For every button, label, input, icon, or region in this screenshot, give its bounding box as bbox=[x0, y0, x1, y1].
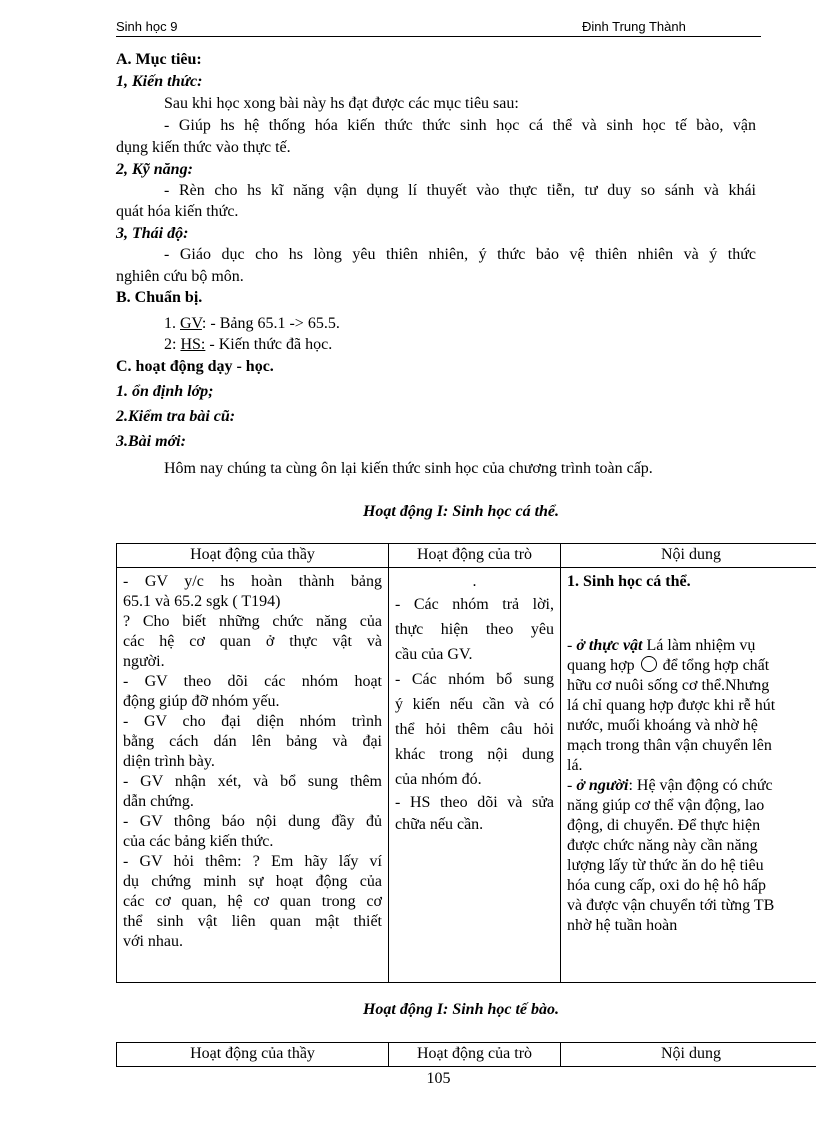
content-human-line: nhờ hệ tuần hoàn bbox=[567, 917, 678, 934]
student-line: - Các nhóm bổ sung bbox=[395, 671, 554, 688]
activity-1-title: Hoạt động I: Sinh học cá thể. bbox=[362, 503, 560, 520]
lesson-intro: Hôm nay chúng ta cùng ôn lại kiến thức sinh học của chương trình toàn cấp. bbox=[164, 460, 653, 477]
teacher-line: với nhau. bbox=[123, 933, 184, 950]
section-c-title: C. hoạt động dạy - học. bbox=[116, 358, 274, 375]
teacher-line: người. bbox=[123, 653, 165, 670]
step-1: 1. ổn định lớp; bbox=[116, 383, 214, 400]
plant-label: ở thực vật bbox=[576, 637, 643, 654]
header-content: Nội dung bbox=[561, 1043, 816, 1067]
skills-line-2: quát hóa kiến thức. bbox=[116, 203, 239, 220]
prep-hs bbox=[164, 335, 332, 355]
content-plant-line: lá chỉ quang hợp được khi rễ hút bbox=[567, 697, 776, 714]
student-line: - Các nhóm trả lời, bbox=[395, 596, 554, 613]
circle-symbol-icon bbox=[641, 656, 657, 672]
attitude-line-2: nghiên cứu bộ môn. bbox=[116, 268, 244, 285]
activity-1-table bbox=[116, 543, 816, 983]
content-cell bbox=[561, 568, 816, 983]
content-human-line: hóa cung cấp, oxi do hệ hô hấp bbox=[567, 877, 767, 894]
teacher-line: dụ chứng minh sự hoạt động của bbox=[123, 873, 382, 890]
prep-hs-prefix: 2: bbox=[164, 336, 177, 353]
student-line: - HS theo dõi và sửa bbox=[395, 794, 554, 811]
teacher-line: động giúp đỡ nhóm yếu. bbox=[123, 693, 280, 710]
knowledge-line-2: dụng kiến thức vào thực tế. bbox=[116, 139, 291, 156]
section-b-title: B. Chuẩn bị. bbox=[116, 289, 203, 306]
activity-2-table bbox=[116, 1042, 816, 1067]
header-content: Nội dung bbox=[561, 544, 816, 568]
teacher-line: bằng cách dán lên bảng và đại bbox=[123, 733, 382, 750]
page-number: 105 bbox=[426, 1070, 451, 1087]
knowledge-line-1: - Giúp hs hệ thống hóa kiến thức thức sinh học cá thể và sinh học tế bào, vận bbox=[164, 117, 756, 134]
teacher-line: - GV theo dõi các nhóm hoạt bbox=[123, 673, 382, 690]
prep-gv-prefix: 1. bbox=[164, 315, 176, 332]
teacher-line: - GV y/c hs hoàn thành bảng bbox=[123, 573, 382, 590]
plant-line-2b: để tổng hợp chất bbox=[662, 657, 770, 674]
header-author: Đinh Trung Thành bbox=[582, 19, 686, 34]
step-3: 3.Bài mới: bbox=[116, 433, 186, 450]
content-human-line: năng giúp cơ thể vận động, lao bbox=[567, 797, 765, 814]
plant-line-2a: quang hợp bbox=[567, 657, 635, 674]
knowledge-title: 1, Kiến thức: bbox=[116, 73, 203, 90]
student-line: ý kiến nếu cần và có bbox=[395, 696, 554, 713]
header-subject: Sinh học 9 bbox=[116, 19, 178, 34]
teacher-line: ? Cho biết những chức năng của bbox=[123, 613, 382, 630]
knowledge-intro: Sau khi học xong bài này hs đạt được các mục tiêu sau: bbox=[164, 95, 519, 112]
header-student: Hoạt động của trò bbox=[389, 1043, 561, 1067]
section-a-title: A. Mục tiêu: bbox=[116, 51, 202, 68]
student-line: của nhóm đó. bbox=[395, 771, 482, 788]
student-line: thực hiện theo yêu bbox=[395, 621, 554, 638]
content-heading: 1. Sinh học cá thể. bbox=[567, 573, 691, 590]
activity-2-title: Hoạt động I: Sinh học tế bào. bbox=[362, 1001, 560, 1018]
teacher-line: - GV cho đại diện nhóm trình bbox=[123, 713, 382, 730]
content-plant-line bbox=[567, 656, 815, 676]
teacher-cell bbox=[117, 568, 389, 983]
table-row bbox=[117, 568, 816, 983]
content-plant-line: - ở thực vật Lá làm nhiệm vụ bbox=[567, 637, 756, 654]
page-header bbox=[116, 18, 761, 37]
prep-gv bbox=[164, 314, 340, 334]
student-line: chữa nếu cần. bbox=[395, 816, 484, 833]
student-dot: . bbox=[472, 573, 477, 590]
teacher-line: diện trình bày. bbox=[123, 753, 215, 770]
teacher-line: thể sinh vật liên quan mật thiết bbox=[123, 913, 382, 930]
content-human-line: và được vận chuyển tới từng TB bbox=[567, 897, 775, 914]
header-teacher: Hoạt động của thầy bbox=[117, 1043, 389, 1067]
content-human-line: động, di chuyển. Để thực hiện bbox=[567, 817, 761, 834]
prep-gv-label: GV bbox=[180, 315, 202, 332]
prep-hs-text: - Kiến thức đã học. bbox=[209, 336, 333, 353]
student-line: khác trong nội dung bbox=[395, 746, 554, 763]
content-plant-line: mạch trong thân vận chuyển lên bbox=[567, 737, 772, 754]
content-spacer bbox=[567, 592, 815, 636]
content-plant-line: hữu cơ nuôi sống cơ thể.Nhưng bbox=[567, 677, 770, 694]
teacher-line: - GV thông báo nội dung đầy đủ bbox=[123, 813, 382, 830]
content-human-line: lượng lấy từ thức ăn do hệ tiêu bbox=[567, 857, 764, 874]
attitude-title: 3, Thái độ: bbox=[116, 225, 189, 242]
human-line-1-rest: : Hệ vận động có chức bbox=[628, 777, 773, 794]
attitude-line-1: - Giáo dục cho hs lòng yêu thiên nhiên, ý thức bảo vệ thiên nhiên và ý thức bbox=[164, 246, 756, 263]
teacher-line: của các bảng kiến thức. bbox=[123, 833, 274, 850]
prep-hs-label: HS: bbox=[180, 336, 206, 353]
teacher-line: 65.1 và 65.2 sgk ( T194) bbox=[123, 593, 281, 610]
content-plant-line: lá. bbox=[567, 757, 583, 774]
plant-line-1-rest: Lá làm nhiệm vụ bbox=[642, 637, 756, 654]
teacher-line: - GV nhận xét, và bổ sung thêm bbox=[123, 773, 382, 790]
table-header-row bbox=[117, 544, 816, 568]
header-teacher: Hoạt động của thầy bbox=[117, 544, 389, 568]
student-cell bbox=[389, 568, 561, 983]
content-human-line: được chức năng này cần năng bbox=[567, 837, 758, 854]
teacher-line: các hệ cơ quan ở thực vật và bbox=[123, 633, 382, 650]
table-header-row bbox=[117, 1043, 816, 1067]
step-2: 2.Kiểm tra bài cũ: bbox=[116, 408, 236, 425]
skills-line-1: - Rèn cho hs kĩ năng vận dụng lí thuyết vào thực tiễn, tư duy so sánh và khái bbox=[164, 182, 756, 199]
teacher-line: - GV hỏi thêm: ? Em hãy lấy ví bbox=[123, 853, 382, 870]
content-human-line: - ở người: Hệ vận động có chức bbox=[567, 777, 773, 794]
teacher-line: các cơ quan, hệ cơ quan trong cơ bbox=[123, 893, 382, 910]
skills-title: 2, Kỹ năng: bbox=[116, 161, 193, 178]
prep-gv-text: : - Bảng 65.1 -> 65.5. bbox=[201, 315, 340, 332]
student-line: thể hỏi thêm câu hỏi bbox=[395, 721, 554, 738]
teacher-line: dẫn chứng. bbox=[123, 793, 194, 810]
header-student: Hoạt động của trò bbox=[389, 544, 561, 568]
human-label: ở người bbox=[576, 777, 629, 794]
student-line: cầu của GV. bbox=[395, 646, 473, 663]
content-plant-line: nước, muối khoáng và nhờ hệ bbox=[567, 717, 758, 734]
